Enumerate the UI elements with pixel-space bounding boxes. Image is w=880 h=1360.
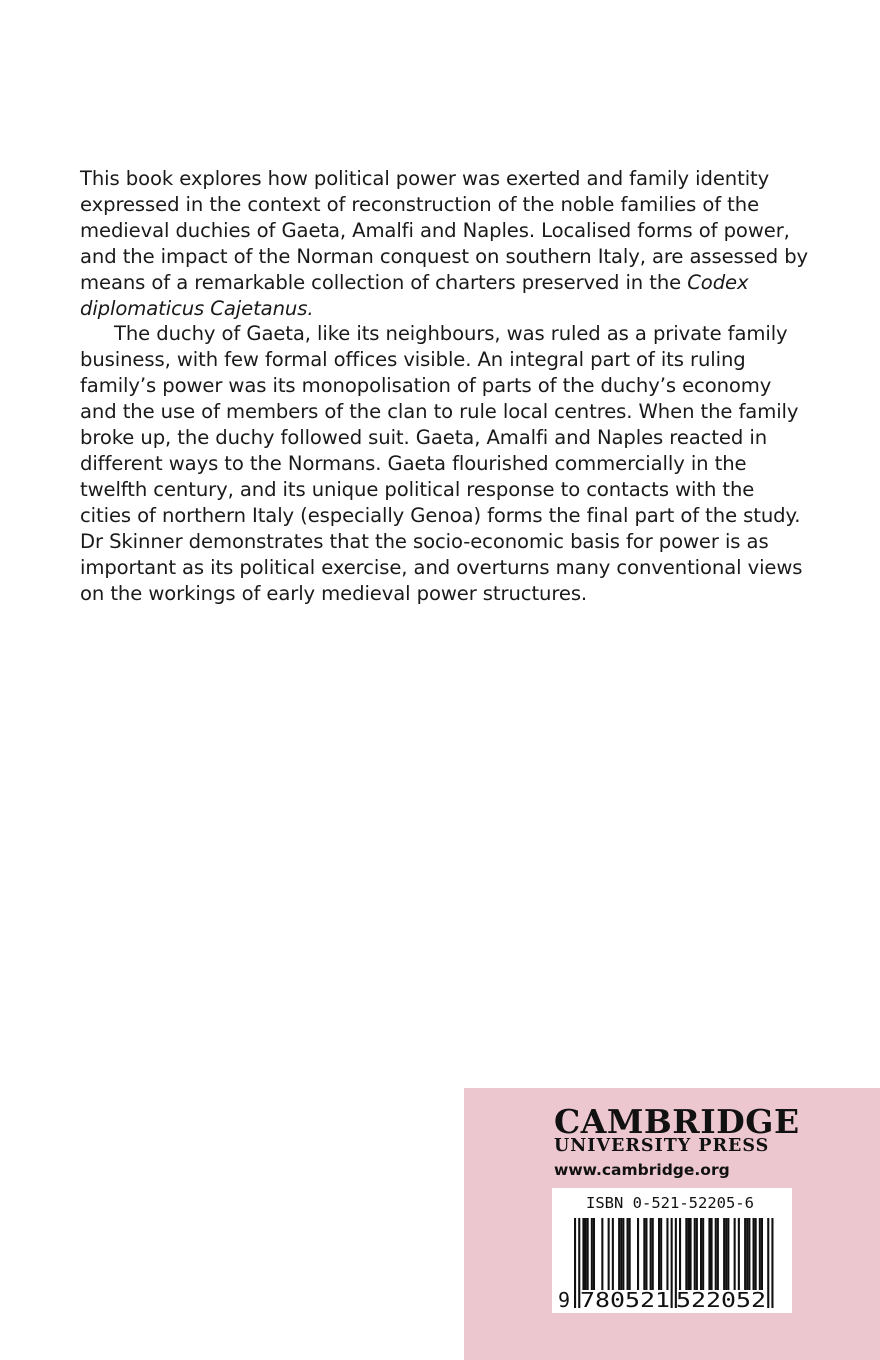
barcode-bar: [582, 1218, 584, 1290]
barcode-digits-right: 522052: [676, 1288, 766, 1312]
barcode-bar: [593, 1218, 595, 1290]
barcode-bar: [708, 1218, 710, 1290]
barcode-bar: [585, 1218, 587, 1290]
barcode-bar: [643, 1218, 645, 1290]
barcode-bar: [652, 1218, 654, 1290]
barcode-bar: [627, 1218, 629, 1290]
barcode-bar: [725, 1218, 727, 1290]
barcode-box: [552, 1188, 792, 1313]
barcode-bar: [608, 1218, 610, 1290]
barcode-bar: [700, 1218, 702, 1290]
isbn-number: ISBN 0-521-52205-6: [586, 1194, 754, 1212]
barcode-bar: [601, 1218, 603, 1290]
barcode-bar: [622, 1218, 624, 1290]
back-cover-blurb: [80, 166, 810, 606]
barcode-digit-lead: 9: [557, 1288, 571, 1312]
barcode-bar: [711, 1218, 713, 1290]
publisher-website: www.cambridge.org: [554, 1161, 730, 1179]
publisher-name: CAMBRIDGE: [554, 1102, 800, 1141]
codex-title: Codex diplomaticus Cajetanus.: [80, 270, 749, 320]
barcode-bar: [738, 1218, 740, 1290]
barcode-bar: [629, 1218, 631, 1290]
barcode-bar: [767, 1218, 769, 1308]
barcode-bar: [612, 1218, 614, 1290]
barcode-bar: [717, 1218, 719, 1290]
barcode-bar: [591, 1218, 593, 1290]
barcode-bar: [671, 1218, 673, 1308]
blurb-paragraph-1-text: This book explores how political power was exerted and family identity expressed in the context of reconstruction of the noble families of the medieval duchies of Gaeta, Amalfi and Naples. Localised forms of power, and the impact of the Norman conquest on southern Italy, are assessed by means of a remarkable collection of charters preserved in the: [80, 167, 809, 294]
barcode-bar: [660, 1218, 662, 1290]
barcode-bar: [746, 1218, 748, 1290]
barcode-bar: [727, 1218, 729, 1290]
barcode-bar: [694, 1218, 696, 1290]
barcode-digits-left: 780521: [580, 1288, 670, 1312]
barcode-bar: [715, 1218, 717, 1290]
barcode-bar: [685, 1218, 687, 1290]
barcode-bar: [587, 1218, 589, 1290]
barcode-bar: [759, 1218, 761, 1290]
barcode-bar: [690, 1218, 692, 1290]
barcode-bar: [744, 1218, 746, 1290]
barcode-bar: [679, 1218, 681, 1290]
barcode-bar: [723, 1218, 725, 1290]
barcode-bar: [696, 1218, 698, 1290]
barcode-bar: [574, 1218, 576, 1308]
barcode-bar: [645, 1218, 647, 1290]
barcode-bar: [618, 1218, 620, 1290]
barcode-bar: [666, 1218, 668, 1290]
blurb-paragraph-1: [80, 166, 810, 321]
publisher-panel: [464, 1088, 880, 1360]
blurb-paragraph-2: The duchy of Gaeta, like its neighbours, was ruled as a private family business, with few formal offices visible. An integral part of its ruling family’s power was its monopolisation of parts of the duchy’s economy and the use of members of the clan to rule local centres. When the family broke up, the duchy followed suit. Gaeta, Amalfi and Naples reacted in different ways to the Normans. Gaeta flourished commercially in the twelfth century, and its unique political response to contacts with the cities of northern Italy (especially Genoa) forms the final part of the study. Dr Skinner demonstrates that the socio-economic basis for power is as important as its political exercise, and overturns many conventional views on the workings of early medieval power structures.: [80, 322, 803, 605]
barcode-bar: [658, 1218, 660, 1290]
barcode-bar: [753, 1218, 755, 1290]
barcode-bar: [748, 1218, 750, 1290]
barcode-bar: [620, 1218, 622, 1290]
publisher-subname: UNIVERSITY PRESS: [554, 1136, 770, 1156]
barcode-bar: [650, 1218, 652, 1290]
barcode-bar: [702, 1218, 704, 1290]
barcode-bar: [771, 1218, 773, 1308]
barcode-bar: [761, 1218, 763, 1290]
barcode-bar: [637, 1218, 639, 1290]
barcode-bar: [755, 1218, 757, 1290]
barcode-bar: [687, 1218, 689, 1290]
barcode-bar: [734, 1218, 736, 1290]
